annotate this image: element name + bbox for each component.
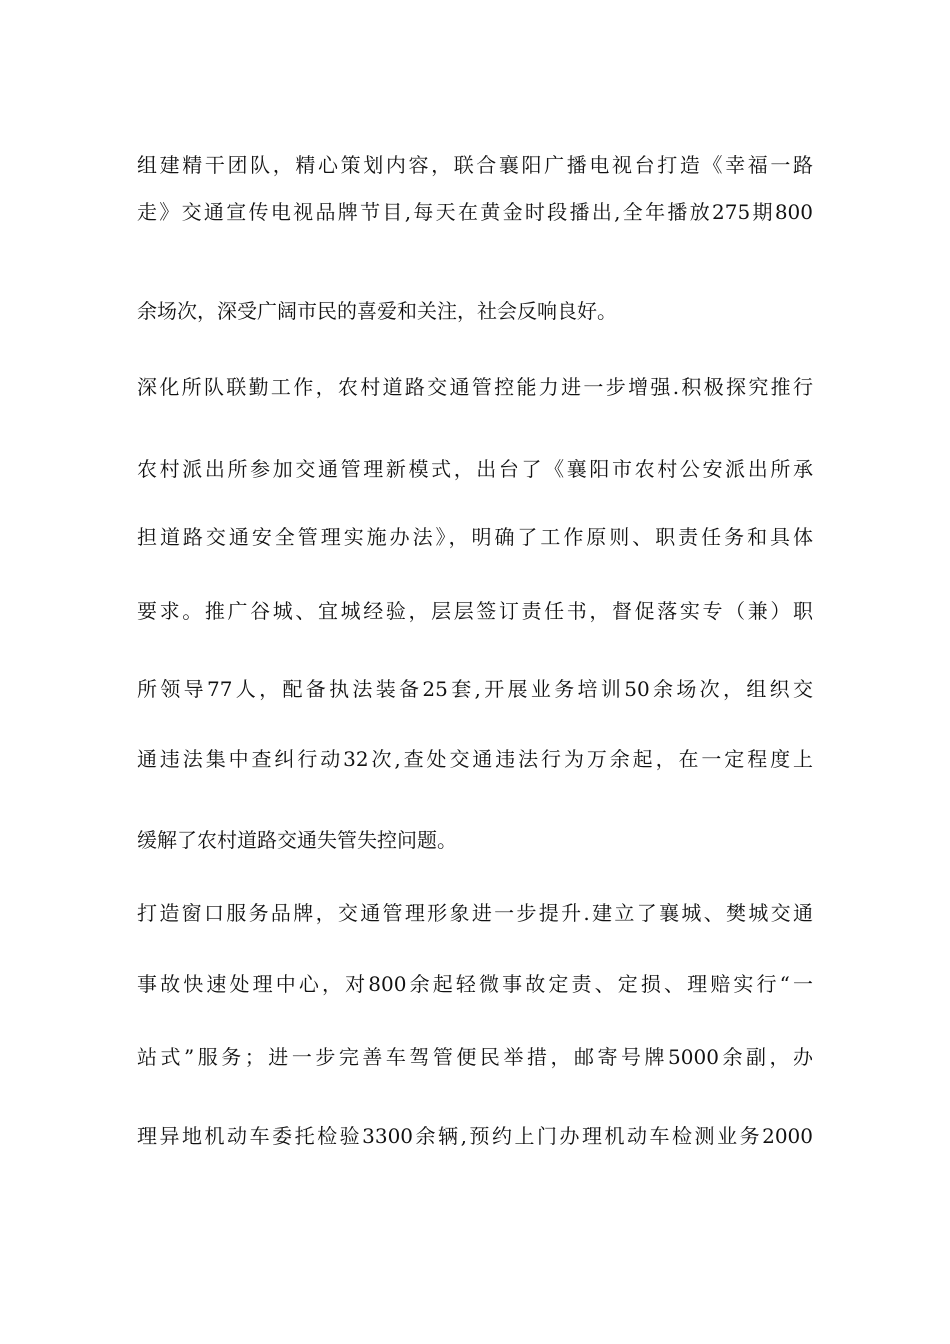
paragraph-2-line-4: 要求。推广谷城、宜城经验，层层签订责任书，督促落实专（兼）职 [137,599,813,623]
paragraph-2-line-7: 缓解了农村道路交通失管失控问题。 [137,828,457,852]
paragraph-3-line-3: 站式”服务；进一步完善车驾管便民举措，邮寄号牌5000余副，办 [137,1045,813,1069]
paragraph-2-line-2: 农村派出所参加交通管理新模式，出台了《襄阳市农村公安派出所承 [137,457,813,481]
paragraph-3-line-1: 打造窗口服务品牌，交通管理形象进一步提升.建立了襄城、樊城交通 [137,901,813,925]
paragraph-2-line-6: 通违法集中查纠行动32次,查处交通违法行为万余起，在一定程度上 [137,747,813,771]
paragraph-1-line-2: 走》交通宣传电视品牌节目,每天在黄金时段播出,全年播放275期800 [137,200,813,224]
paragraph-3-line-2: 事故快速处理中心，对800余起轻微事故定责、定损、理赔实行“一 [137,972,813,996]
paragraph-1-line-3: 余场次，深受广阔市民的喜爱和关注，社会反响良好。 [137,299,617,323]
paragraph-2-line-5: 所领导77人，配备执法装备25套,开展业务培训50余场次，组织交 [137,677,813,701]
paragraph-3-line-4: 理异地机动车委托检验3300余辆,预约上门办理机动车检测业务2000 [137,1124,813,1148]
paragraph-1-line-1: 组建精干团队，精心策划内容，联合襄阳广播电视台打造《幸福一路 [137,153,813,177]
paragraph-2-line-1: 深化所队联勤工作，农村道路交通管控能力进一步增强.积极探究推行 [137,375,813,399]
paragraph-2-line-3: 担道路交通安全管理实施办法》，明确了工作原则、职责任务和具体 [137,525,813,549]
